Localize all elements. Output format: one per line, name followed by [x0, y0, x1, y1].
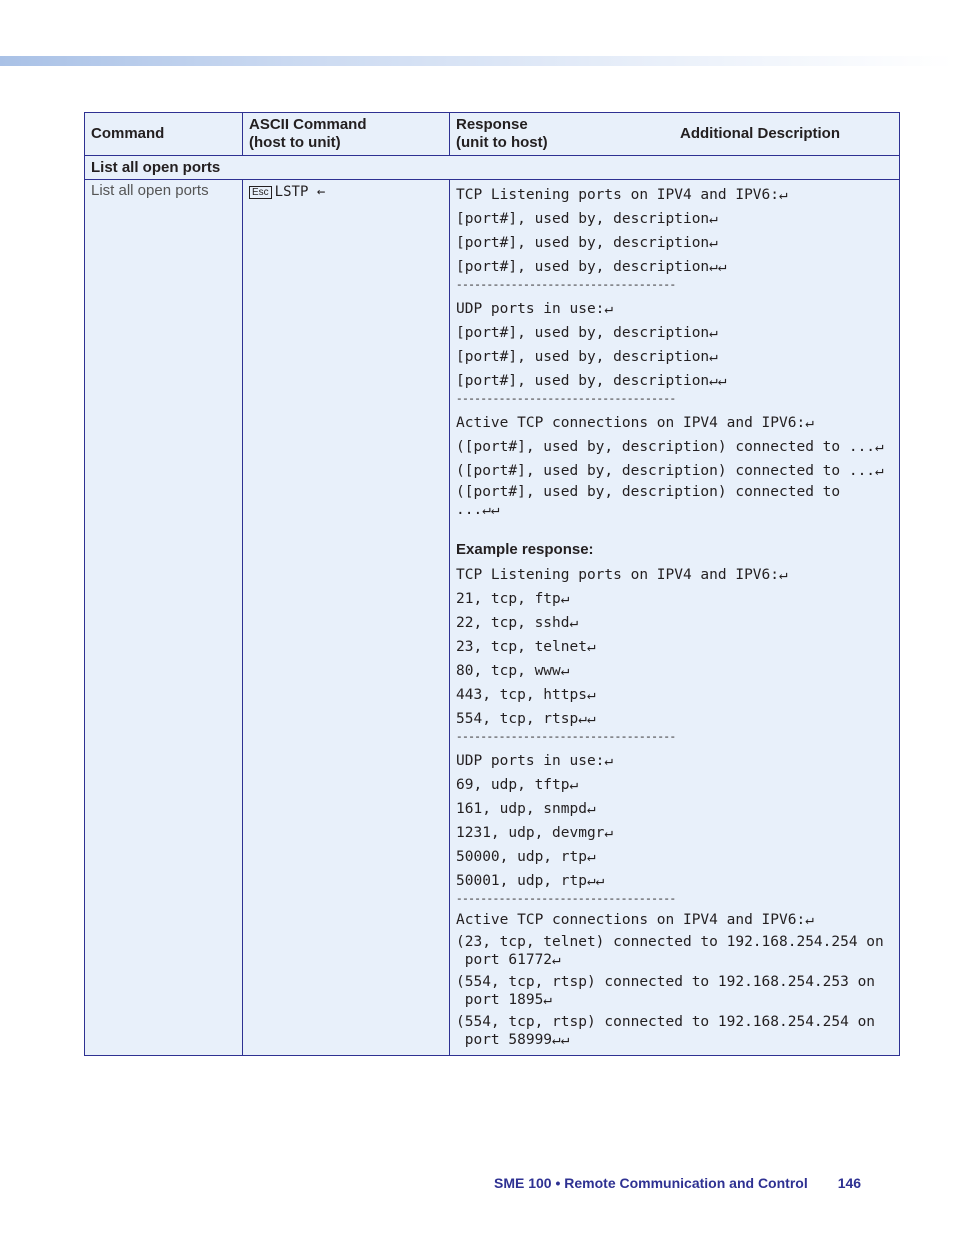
example-tcp-block [456, 563, 893, 731]
response-line: [port#], used by, description↵↵ [456, 259, 727, 275]
response-line: [port#], used by, description↵ [456, 349, 718, 365]
response-line: UDP ports in use:↵ [456, 301, 614, 317]
table-row [85, 180, 900, 1056]
top-accent-bar [0, 56, 954, 66]
command-name: List all open ports [85, 180, 243, 1056]
response-line: UDP ports in use:↵ [456, 753, 614, 769]
page-number: 146 [837, 1175, 862, 1191]
table-header-row [85, 113, 900, 156]
tcp-listening-block [456, 183, 893, 279]
section-title: List all open ports [85, 156, 900, 180]
separator: ------------------------------------ [456, 894, 676, 906]
response-line: 23, tcp, telnet↵ [456, 639, 596, 655]
active-heading: Active TCP connections on IPV4 and IPV6:↵ [456, 415, 814, 431]
ascii-command [243, 180, 450, 1056]
example-active-heading: Active TCP connections on IPV4 and IPV6:↵ [456, 912, 814, 928]
esc-key-icon: Esc [249, 186, 272, 199]
response-line: [port#], used by, description↵ [456, 211, 718, 227]
response-line: 50000, udp, rtp↵ [456, 849, 596, 865]
header-response-description [450, 113, 900, 156]
response-line: [port#], used by, description↵↵ [456, 373, 727, 389]
response-line: ([port#], used by, description) connected to ...↵↵ [456, 484, 841, 518]
active-connections-block [456, 435, 893, 519]
header-ascii [243, 113, 450, 156]
udp-ports-block [456, 297, 893, 393]
response-line: TCP Listening ports on IPV4 and IPV6:↵ [456, 187, 788, 203]
response-line: 21, tcp, ftp↵ [456, 591, 570, 607]
response-line: (554, tcp, rtsp) connected to 192.168.254.254 on port 58999↵↵ [456, 1014, 876, 1048]
separator: ------------------------------------ [456, 394, 676, 406]
response-line: (23, tcp, telnet) connected to 192.168.254.254 on port 61772↵ [456, 934, 884, 968]
response-line: TCP Listening ports on IPV4 and IPV6:↵ [456, 567, 788, 583]
example-label: Example response: [456, 541, 594, 558]
header-response-line2: (unit to host) [456, 134, 548, 151]
header-command: Command [85, 113, 243, 156]
header-response [456, 116, 680, 152]
ascii-command-text: LSTP ← [274, 184, 326, 200]
header-ascii-line1: ASCII Command [249, 116, 367, 133]
response-line: ([port#], used by, description) connected to ...↵ [456, 463, 884, 479]
response-cell [450, 180, 900, 1056]
separator: ------------------------------------ [456, 732, 676, 744]
header-description: Additional Description [680, 125, 841, 142]
response-line: 161, udp, snmpd↵ [456, 801, 596, 817]
response-line: [port#], used by, description↵ [456, 235, 718, 251]
response-line: (554, tcp, rtsp) connected to 192.168.254.253 on port 1895↵ [456, 974, 876, 1008]
response-line: 1231, udp, devmgr↵ [456, 825, 614, 841]
response-line: [port#], used by, description↵ [456, 325, 718, 341]
separator: ------------------------------------ [456, 280, 676, 292]
response-line: 80, tcp, www↵ [456, 663, 570, 679]
response-line: 22, tcp, sshd↵ [456, 615, 579, 631]
section-row [85, 156, 900, 180]
response-line: 50001, udp, rtp↵↵ [456, 873, 605, 889]
response-line: 443, tcp, https↵ [456, 687, 596, 703]
response-line: 69, udp, tftp↵ [456, 777, 579, 793]
header-ascii-line2: (host to unit) [249, 134, 341, 151]
footer-title: SME 100 • Remote Communication and Control [494, 1175, 808, 1191]
response-line: ([port#], used by, description) connected to ...↵ [456, 439, 884, 455]
example-udp-block [456, 749, 893, 893]
header-response-line1: Response [456, 116, 528, 133]
page-footer [494, 1175, 861, 1191]
response-line: 554, tcp, rtsp↵↵ [456, 711, 596, 727]
example-active-block [456, 933, 893, 1049]
command-table [84, 112, 900, 1056]
